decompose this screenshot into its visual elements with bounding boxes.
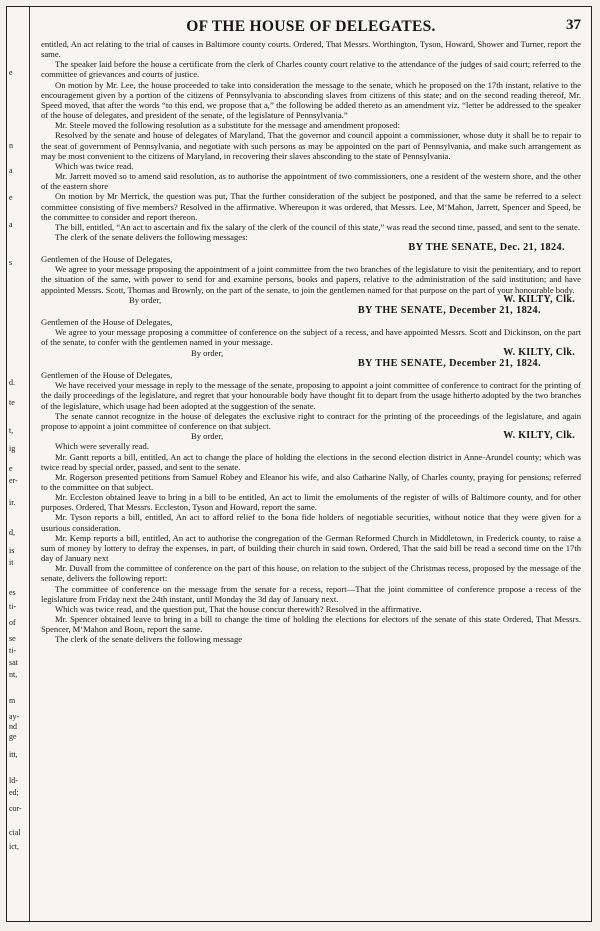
gutter-fragment: ge — [9, 732, 17, 741]
gutter-fragment: d, — [9, 528, 15, 537]
gutter-fragment: se — [9, 634, 16, 643]
message-heading: BY THE SENATE, December 21, 1824. — [357, 305, 541, 317]
message-body: We have received your message in reply to the message of the senate, proposing to appoint a joint committee of conference to contract for the printing of the daily proceedings of the legislature, and regret that your honourable body have thought fit to depart from the usage hitherto adopted by the two branches of the legislature, which usage had been adopted at the suggestion of the senate. — [41, 380, 581, 411]
gutter-fragment: ld- — [9, 776, 18, 785]
journal-paragraph: The clerk of the senate delivers the following messages: — [55, 231, 248, 242]
gutter-fragment: ed; — [9, 788, 19, 797]
scanned-page — [6, 6, 592, 922]
closing-paragraphs — [41, 441, 581, 644]
senate-message-3 — [41, 358, 581, 441]
journal-paragraph: On motion by Mr. Lee, the house proceeded to take into consideration the message to the senate, which he proposed on the 17th instant, relative to the encouragement given by a portion of the citizens of Pennsylvania to absconding slaves from citizens of this state; and on the second reading thereof, Mr. Speed moved, that after the words “to this end, we propose that a,” the following be added thereto as an amendment viz. “letter be addressed to the speaker of the house of delegates, and president of the senate, of the legislature of Pennsylvania.” — [41, 79, 581, 121]
clerk-signature: W. KILTY, Clk. — [503, 429, 575, 441]
message-body: We agree to your message proposing the appointment of a joint committee from the two branches of the legislature to visit the penitentiary, and to report the situation of the same, with power to send for and examine persons, books and papers, relative to the administration of the said institution; and have appointed Messrs. Scott, Thomas and Brownly, on the part of the senate, to join the gentlemen named for that purpose on the part of your honourable body. — [41, 264, 581, 295]
page-header — [41, 15, 581, 39]
gutter-fragment: nd — [9, 722, 17, 731]
journal-body — [41, 39, 581, 645]
by-order: By order, — [191, 430, 224, 441]
gutter-fragment: ti- — [9, 602, 17, 611]
clerk-signature: W. KILTY, Clk. — [503, 346, 575, 358]
gutter-fragment: a — [9, 166, 13, 175]
journal-paragraph: On motion by Mr Merrick, the question was put, That the further consideration of the subject be postponed, and that the same be referred to a select committee consisting of five members? Resolved in the affirmative. Whereupon it was ordered, that Messrs. Lee, M‘Mahon, Jarrett, Spencer and Speed, be the committee to consider and report thereon. — [41, 191, 581, 222]
gutter-fragment: ir. — [9, 498, 16, 507]
gutter-fragment: nt, — [9, 670, 18, 679]
journal-paragraph: Mr. Eccleston obtained leave to bring in a bill to be entitled, An act to limit the emoluments of the register of wills of Baltimore county, and for other purposes. Ordered, That Messrs. Eccleston, Tyson and Howard, report the same. — [41, 492, 581, 513]
gutter-fragment: ict, — [9, 842, 19, 851]
journal-paragraph: Mr. Steele moved the following resolution as a substitute for the message and amendment proposed: — [55, 120, 400, 131]
gutter-fragment: n — [9, 141, 13, 150]
senate-message-2 — [41, 305, 581, 358]
gutter-fragment: t, — [9, 426, 14, 435]
journal-paragraph: Mr. Rogerson presented petitions from Samuel Robey and Eleanor his wife, and also Catharine Nally, of Charles county, praying for pensions; referred to the committee on that subject. — [41, 471, 581, 492]
senate-message-1 — [41, 242, 581, 305]
journal-paragraph: Mr. Gantt reports a bill, entitled, An act to change the place of holding the elections in the second election district in Anne-Arundel county; which was twice read by special order, passed, and sent to the senate. — [41, 451, 581, 472]
message-heading: BY THE SENATE, Dec. 21, 1824. — [408, 242, 565, 254]
journal-paragraph: entitled, An act relating to the trial of causes in Baltimore county courts. Ordered, That Messrs. Worthington, Tyson, Howard, Shower and Turner, report the same. — [41, 39, 581, 60]
gutter-fragment: of — [9, 618, 16, 627]
page-number: 37 — [566, 17, 581, 33]
journal-paragraph: The speaker laid before the house a certificate from the clerk of Charles county court relative to the attendance of the judges of said court; referred to the committee of grievances and courts of justice. — [41, 59, 581, 80]
gutter-fragment: ti- — [9, 646, 17, 655]
message-body: We agree to your message proposing a committee of conference on the subject of a recess, and have appointed Messrs. Scott and Dickinson, on the part of the senate, to confer with the gentlemen named in your message. — [41, 327, 581, 348]
message-signature — [41, 295, 581, 305]
message-heading: BY THE SENATE, December 21, 1824. — [357, 358, 541, 370]
journal-paragraph: Mr. Jarrett moved so to amend said resolution, as to authorise the appointment of two commissioners, one a resident of the western shore, and the other of the eastern shore — [41, 171, 581, 192]
gutter-fragment: e — [9, 193, 13, 202]
by-order: By order, — [191, 347, 224, 358]
gutter-fragment: m — [9, 696, 16, 705]
journal-paragraph: Mr. Tyson reports a bill, entitled, An act to afford relief to the bona fide holders of negotiable securities, without notice that they were given for a usurious consideration. — [41, 512, 581, 533]
clerk-signature: W. KILTY, Clk. — [503, 293, 575, 305]
page-content — [41, 15, 581, 915]
gutter-fragment: er- — [9, 476, 18, 485]
gutter-fragment: ig — [9, 444, 16, 453]
gutter-fragment: d. — [9, 378, 15, 387]
journal-paragraph: Mr. Spencer obtained leave to bring in a bill to change the time of holding the elections for electors of the senate of this state Ordered, That Messrs. Spencer, M‘Mahon and Boon, report the same. — [41, 614, 581, 635]
gutter-fragment: cial — [9, 828, 21, 837]
gutter-fragment: es — [9, 588, 16, 597]
journal-paragraph: The clerk of the senate delivers the following message — [55, 634, 243, 645]
gutter-fragment: e — [9, 464, 13, 473]
gutter-fragment: is — [9, 546, 15, 555]
journal-paragraph: The bill, entitled, “An act to ascertain and fix the salary of the clerk of the council of this state,” was read the second time, passed, and sent to the senate. — [55, 221, 580, 232]
journal-paragraph: Which was twice read. — [55, 160, 134, 171]
journal-paragraph: Resolved by the senate and house of delegates of Maryland, That the governor and council appoint a commissioner, whose duty it shall be to repair to the seat of government of Pennsylvania, and negotiate with such persons as may be appointed on the part of Pennsylvania, and make such arrangement as may be most convenient to the citizens of Maryland, in recovering their slaves absconding to the state of Pennsylvania. — [41, 130, 581, 161]
message-signature — [41, 348, 581, 358]
journal-paragraph: Which were severally read. — [55, 441, 150, 452]
adjacent-page-gutter — [7, 7, 30, 921]
journal-paragraph: Mr. Duvall from the committee of conference on the part of this house, on relation to the subject of the Christmas recess, proposed by the message of the senate, delivers the following report: — [41, 563, 581, 584]
message-body-continued: The senate cannot recognize in the house of delegates the exclusive right to contract for the printing of the proceedings of the legislature, and again propose to appoint a joint committee of conference on that subject. — [41, 410, 581, 431]
message-salutation: Gentlemen of the House of Delegates, — [41, 370, 173, 381]
gutter-fragment: ay- — [9, 712, 20, 721]
journal-paragraph: Mr. Kemp reports a bill, entitled, An act to authorise the congregation of the German Reformed Church in Middletown, in Frederick county, to raise a sum of money by lottery to defray the expenses, in part, of building their church in said town. Ordered, That the said bill be read a second time on the 17th day of January next — [41, 532, 581, 564]
gutter-fragment: sat — [9, 658, 18, 667]
gutter-fragment: te — [9, 398, 15, 407]
gutter-fragment: cor- — [9, 804, 22, 813]
message-signature — [41, 431, 581, 441]
message-salutation: Gentlemen of the House of Delegates, — [41, 317, 173, 328]
gutter-fragment: itt, — [9, 750, 18, 759]
gutter-fragment: a — [9, 220, 13, 229]
intro-paragraphs — [41, 39, 581, 242]
gutter-fragment: e — [9, 68, 13, 77]
gutter-fragment: s — [9, 258, 13, 267]
journal-paragraph: Which was twice read, and the question put, That the house concur therewith? Resolved in the affirmative. — [55, 603, 422, 614]
gutter-fragment: it — [9, 558, 14, 567]
running-title: OF THE HOUSE OF DELEGATES. — [186, 18, 436, 35]
message-salutation: Gentlemen of the House of Delegates, — [41, 254, 173, 265]
by-order: By order, — [129, 294, 162, 305]
journal-paragraph: The committee of conference on the message from the senate for a recess, report—That the joint committee of conference propose a recess of the legislature from Friday next the 24th instant, until Monday the 3d day of January next. — [41, 583, 581, 604]
